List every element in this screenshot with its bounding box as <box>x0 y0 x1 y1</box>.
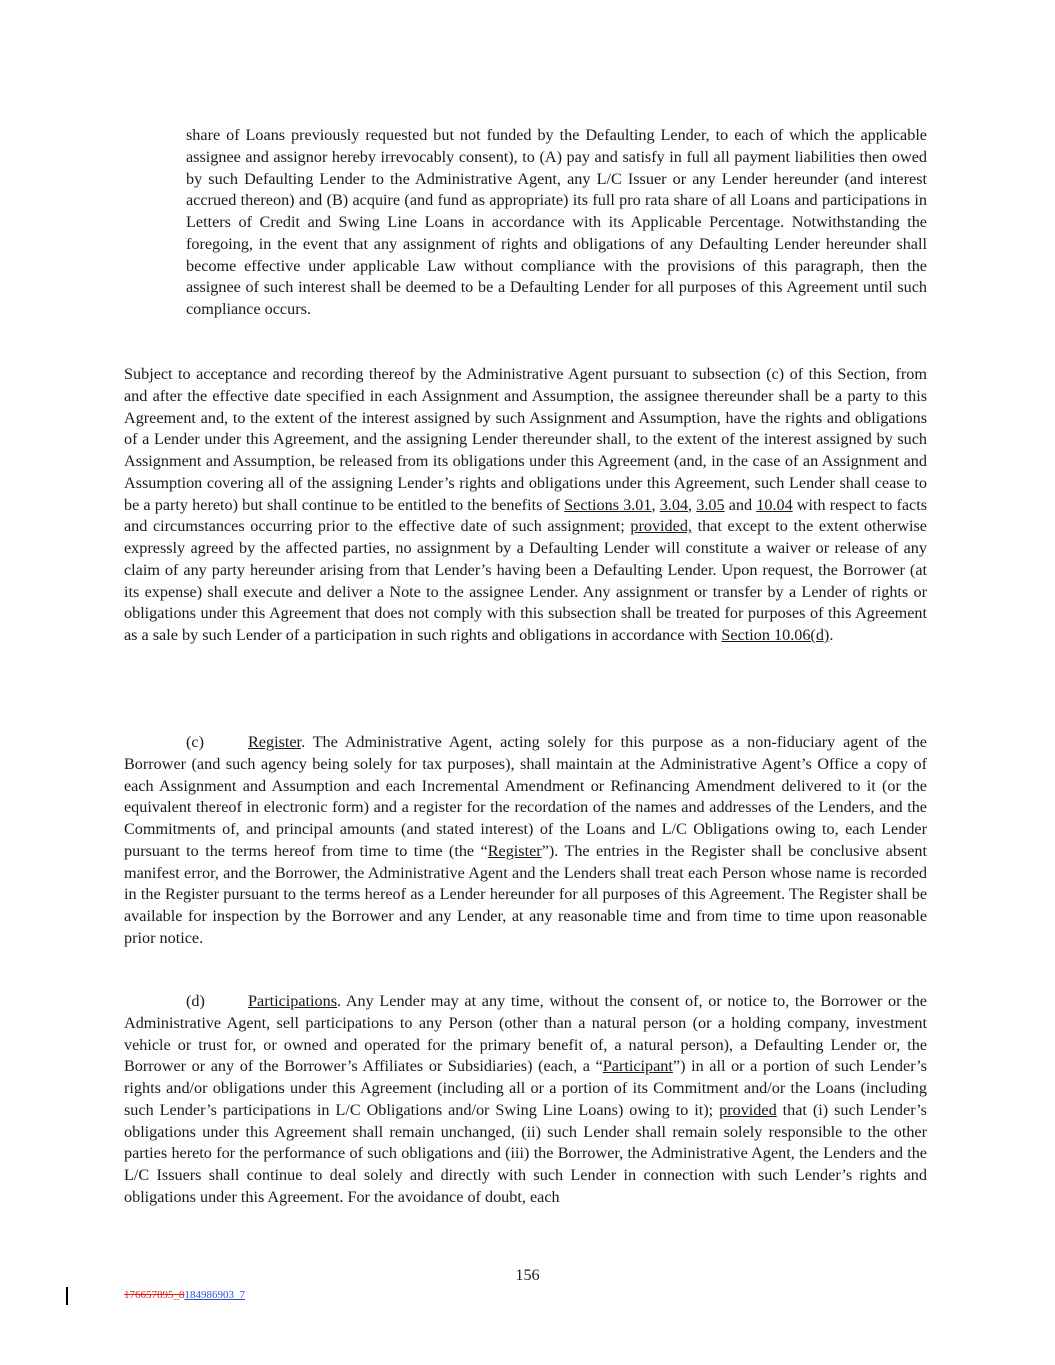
text: . Any Lender may at any time, without the consent of, or notice to, the Borrower or the Administrative Agent, sell participations to any Person (other than a natural person (or a holding company, investment vehicle or trust for, or owned and operated for the primary benefit of, a natural person), a Defaulting Lender or, the Borrower or any of the Borrower’s Affiliates or Subsidiaries) (each, a “ <box>124 992 927 1076</box>
deleted-doc-id: 176657895_8 <box>124 1289 185 1301</box>
section-heading: Register <box>248 733 302 751</box>
text: with respect to facts and circumstances occurring prior to the effective date of such assignment; <box>124 495 928 536</box>
paragraph-c-register <box>124 732 927 950</box>
section-reference: 10.04 <box>756 495 793 514</box>
defined-term: Participant <box>602 1057 673 1076</box>
paragraph-subject-to-acceptance <box>124 364 927 647</box>
text: and <box>724 495 757 514</box>
text: . <box>829 626 834 644</box>
section-reference: 3.05 <box>696 495 725 514</box>
section-heading: Participations <box>248 992 338 1010</box>
paragraph-d-participations <box>124 991 927 1209</box>
text: . The Administrative Agent, acting solely for this purpose as a non-fiduciary agent of the Borrower (and such agency being solely for tax purposes), shall maintain at the Administrative Agent’s Office a copy of each Assignment and Assumption and each Incremental Amendment or Refinancing Amendment delivered to it (or the equivalent thereof in electronic form) and a register for the recordation of the names and addresses of the Lenders, and the Commitments of, and principal amounts (and stated interest) of the Loans and L/C Obligations owing to, each Lender pursuant to the terms hereof from time to time (the “ <box>124 733 927 860</box>
text: , <box>651 495 660 514</box>
document-id-footer <box>124 1289 245 1301</box>
paragraph-continuation: share of Loans previously requested but not funded by the Defaulting Lender, to each of which the applicable assignee and assignor hereby irrevocably consent), to (A) pay and satisfy in full all payment liabilities then owed by such Defaulting Lender to the Administrative Agent, any L/C Issuer or any Lender hereunder (and interest accrued thereon) and (B) acquire (and fund as appropriate) its full pro rata share of all Loans and participations in Letters of Credit and Swing Line Loans in accordance with its Applicable Percentage. Notwithstanding the foregoing, in the event that any assignment of rights and obligations of any Defaulting Lender hereunder shall become effective under applicable Law without compliance with the provisions of this paragraph, then the assignee of such interest shall be deemed to be a Defaulting Lender for all purposes of this Agreement until such compliance occurs. <box>186 126 927 318</box>
provided-term: provided, <box>630 517 692 536</box>
section-reference: Section 10.06(d) <box>721 626 830 644</box>
section-reference: Sections 3.01 <box>564 495 652 514</box>
page-number: 156 <box>515 1266 540 1284</box>
text: that (i) such Lender’s obligations under this Agreement shall remain unchanged, (ii) such Lender shall remain solely responsible to the other parties hereto for the performance of such obligations and (iii) the Borrower, the Administrative Agent, the Lenders and the L/C Issuers shall continue to deal solely and directly with such Lender in connection with such Lender’s rights and obligations under this Agreement. For the avoidance of doubt, each <box>124 1100 927 1206</box>
text: that except to the extent otherwise expressly agreed by the affected parties, no assignment by a Defaulting Lender will constitute a waiver or release of any claim of any party hereunder arising from that Lender’s having been a Defaulting Lender. Upon request, the Borrower (at its expense) shall execute and deliver a Note to the assignee Lender. Any assignment or transfer by a Lender of rights or obligations under this Agreement that does not comply with this subsection shall be treated for purposes of this Agreement as a sale by such Lender of a participation in such rights and obligations in accordance with <box>124 517 927 644</box>
text: ”) in all or a portion of such Lender’s rights and/or obligations under this Agreement (including all or a portion of its Commitment and/or the Loans (including such Lender’s participations in L/C Obligations and/or Swing Line Loans) owing to it); <box>124 1057 927 1119</box>
provided-term: provided <box>719 1100 777 1119</box>
text: Subject to acceptance and recording thereof by the Administrative Agent pursuant to subsection (c) of this Section, from and after the effective date specified in each Assignment and Assumption, the assignee thereunder shall be a party to this Agreement and, to the extent of the interest assigned by such Assignment and Assumption, have the rights and obligations of a Lender under this Agreement, and the assigning Lender thereunder shall, to the extent of the interest assigned by such Assignment and Assumption, be released from its obligations under this Agreement (and, in the case of an Assignment and Assumption covering all of the assigning Lender’s rights and obligations under this Agreement, such Lender shall cease to be a party hereto) but shall continue to be entitled to the benefits of <box>124 365 927 514</box>
section-reference: 3.04 <box>659 495 689 514</box>
text: ”). The entries in the Register shall be conclusive absent manifest error, and the Borrower, the Administrative Agent and the Lenders shall treat each Person whose name is recorded in the Register pursuant to the terms hereof as a Lender hereunder for all purposes of this Agreement. The Register shall be available for inspection by the Borrower and any Lender, at any reasonable time and from time to time upon reasonable prior notice. <box>124 841 927 947</box>
inserted-doc-id: 184986903_7 <box>184 1289 245 1301</box>
defined-term: Register <box>487 841 542 860</box>
change-bar <box>66 1287 68 1305</box>
section-label: (d) <box>186 992 205 1010</box>
section-label: (c) <box>186 733 204 751</box>
text: , <box>688 495 697 514</box>
